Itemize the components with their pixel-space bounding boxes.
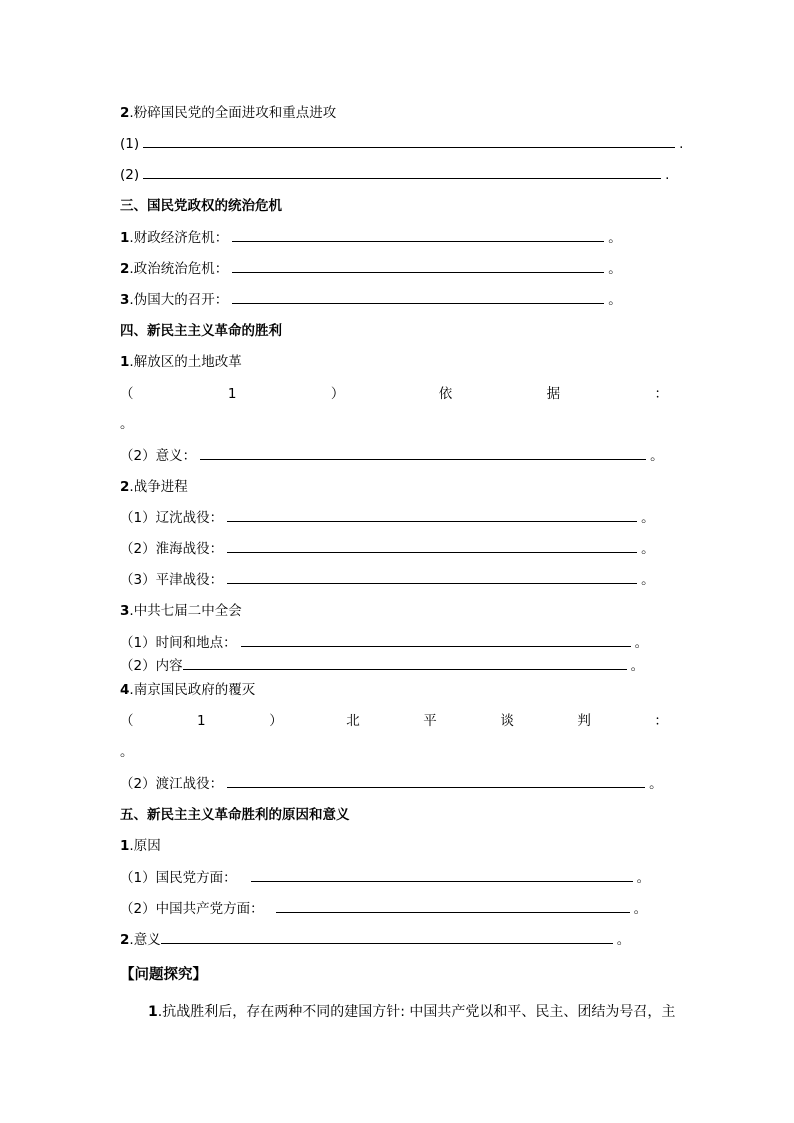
inquiry-title: 【问题探究】 — [120, 967, 207, 983]
period-mark: 。 — [120, 744, 134, 760]
fill-line-item: （1）辽沈战役： 。 — [120, 510, 655, 526]
subheading: 2.战争进程 — [120, 479, 188, 495]
answer-blank[interactable] — [276, 900, 630, 913]
answer-blank[interactable] — [143, 135, 675, 148]
fill-line-item: 3.伪国大的召开： 。 — [120, 292, 622, 308]
answer-blank[interactable] — [232, 260, 604, 273]
answer-blank[interactable] — [227, 571, 637, 584]
fill-line-item: 2.政治统治危机： 。 — [120, 261, 622, 277]
subheading: 1.原因 — [120, 838, 161, 854]
answer-blank[interactable] — [200, 447, 646, 460]
fill-line-item: (1) . — [120, 136, 684, 152]
answer-blank[interactable] — [227, 540, 637, 553]
fill-line-item: （1）国民党方面： 。 — [120, 870, 651, 886]
inquiry-question-1: 1.抗战胜利后，存在两种不同的建国方针: 中国共产党以和平、民主、团结为号召，主 — [148, 1004, 676, 1020]
answer-blank[interactable] — [227, 509, 637, 522]
fill-line-item: （1）时间和地点： 。 — [120, 635, 649, 651]
subheading: 3.中共七届二中全会 — [120, 603, 242, 619]
justified-line: （ 1 ） 北 平 谈 判 ： — [120, 713, 668, 729]
justified-line: （ 1 ） 依 据 ： — [120, 386, 668, 402]
fill-line-item: （2）渡江战役： 。 — [120, 776, 663, 792]
fill-line-item: （2）内容 。 — [120, 658, 645, 674]
fill-line-item: (2) . — [120, 167, 670, 183]
fill-line-item: 1.财政经济危机： 。 — [120, 230, 622, 246]
fill-line-item: （2）意义： 。 — [120, 448, 664, 464]
section-heading-2-2: 2.粉碎国民党的全面进攻和重点进攻 — [120, 105, 337, 121]
fill-line-item: （2）淮海战役： 。 — [120, 541, 655, 557]
answer-blank[interactable] — [241, 634, 631, 647]
subheading: 1.解放区的土地改革 — [120, 354, 242, 370]
answer-blank[interactable] — [232, 229, 604, 242]
subheading: 4.南京国民政府的覆灭 — [120, 682, 256, 698]
section-title-4: 四、新民主主义革命的胜利 — [120, 323, 282, 339]
answer-blank[interactable] — [232, 291, 604, 304]
fill-line-item: （2）中国共产党方面： 。 — [120, 901, 648, 917]
answer-blank[interactable] — [227, 775, 645, 788]
period-mark: 。 — [120, 416, 134, 432]
answer-blank[interactable] — [161, 931, 613, 944]
fill-line-item: 2.意义 。 — [120, 932, 631, 948]
section-title-5: 五、新民主主义革命胜利的原因和意义 — [120, 807, 350, 823]
section-title-3: 三、国民党政权的统治危机 — [120, 198, 282, 214]
answer-blank[interactable] — [143, 166, 661, 179]
answer-blank[interactable] — [183, 657, 627, 670]
answer-blank[interactable] — [251, 869, 633, 882]
fill-line-item: （3）平津战役： 。 — [120, 572, 655, 588]
